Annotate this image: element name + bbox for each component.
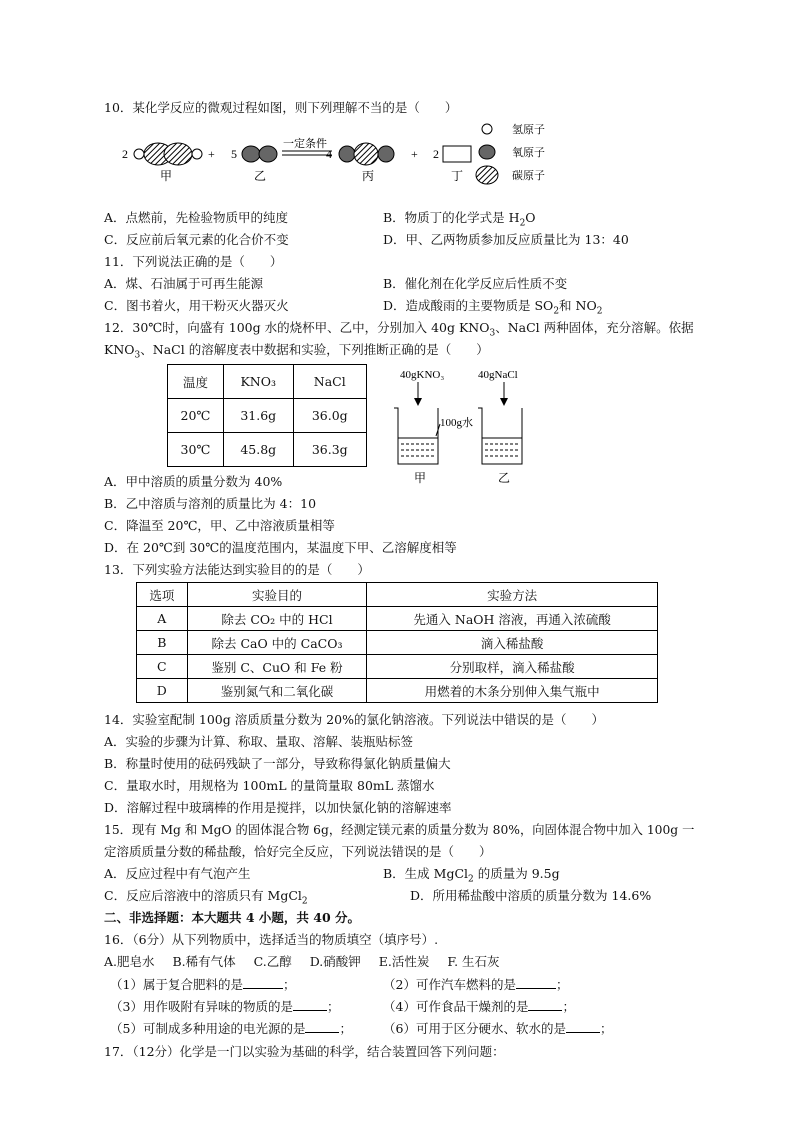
q15-option-d: D．所用稀盐酸中溶质的质量分数为 14.6% — [410, 888, 652, 903]
plus-2: + — [411, 147, 418, 161]
q12-beaker-diagram — [390, 366, 540, 486]
q11-d-sub2: 2 — [596, 306, 603, 317]
molecule-yi — [242, 146, 277, 162]
q12-header-cell: 温度 — [168, 365, 224, 399]
table-cell: 除去 CaO 中的 CaCO₃ — [187, 631, 367, 655]
q16-choice: E.活性炭 — [378, 954, 430, 969]
q10-b-post: O — [525, 210, 536, 225]
legend-h: 氢原子 — [512, 124, 545, 136]
table-cell: 31.6g — [223, 399, 293, 433]
coef-c: 4 — [326, 147, 332, 161]
q11-option-c: C．图书着火，用干粉灭火器灭火 — [104, 298, 289, 313]
answer-blank[interactable] — [293, 998, 327, 1011]
q14-stem: 14．实验室配制 100g 溶质质量分数为 20%的氯化钠溶液。下列说法中错误的是（ ） — [104, 712, 604, 727]
table-cell: 36.3g — [293, 433, 366, 467]
q11-option-a: A．煤、石油属于可再生能源 — [104, 276, 264, 291]
legend — [476, 122, 545, 184]
q15-b-post: 的质量为 9.5g — [473, 866, 560, 881]
label-yi: 乙 — [254, 169, 267, 183]
table-cell: 分别取样，滴入稀盐酸 — [367, 655, 658, 679]
arrow-nacl-head — [500, 398, 508, 406]
table-cell: 先通入 NaOH 溶液，再通入浓硫酸 — [367, 607, 658, 631]
table-cell: 20℃ — [168, 399, 224, 433]
answer-blank[interactable] — [243, 976, 283, 989]
q10-option-a: A．点燃前，先检验物质甲的纯度 — [104, 210, 289, 225]
coef-b: 5 — [231, 147, 237, 161]
q10-b-sub: 2 — [519, 218, 526, 229]
q13-header-cell: 实验目的 — [187, 583, 367, 607]
q10-option-d: D．甲、乙两物质参加反应质量比为 13：40 — [383, 232, 629, 247]
q15-option-a: A．反应过程中有气泡产生 — [104, 866, 251, 881]
table-row — [137, 583, 658, 607]
q16-blank-1-text: （1）属于复合肥料的是 — [110, 977, 243, 992]
q16-choice: D.硝酸钾 — [309, 954, 361, 969]
q16-choice: F. 生石灰 — [447, 954, 500, 969]
q15-b-text: B．生成 MgCl — [383, 866, 469, 881]
answer-blank[interactable] — [566, 1020, 600, 1033]
q12-header-cell: NaCl — [293, 365, 366, 399]
table-cell: 鉴别氮气和二氧化碳 — [187, 679, 367, 703]
table-row — [137, 631, 658, 655]
molecule-bing — [339, 143, 394, 165]
q12-option-c: C．降温至 20℃，甲、乙中溶液质量相等 — [104, 518, 335, 533]
separator: ； — [282, 977, 296, 992]
label-jia: 甲 — [160, 169, 173, 183]
q13-header-cell: 选项 — [137, 583, 188, 607]
table-cell: A — [137, 607, 188, 631]
answer-blank[interactable] — [516, 976, 556, 989]
q16-blank-2 — [383, 976, 568, 993]
table-row — [137, 607, 658, 631]
beaker-jia-dashes — [401, 444, 436, 456]
table-cell: 36.0g — [293, 399, 366, 433]
legend-h-swatch — [482, 124, 492, 134]
answer-blank[interactable] — [305, 1020, 339, 1033]
q12-stem1-sub: 3 — [489, 328, 496, 339]
beaker-name-yi: 乙 — [498, 471, 511, 485]
table-row — [137, 679, 658, 703]
q12-solubility-table — [167, 364, 367, 467]
q12-option-d: D．在 20℃到 30℃的温度范围内，某温度下甲、乙溶解度相等 — [104, 540, 457, 555]
q15-b-sub: 2 — [468, 874, 474, 885]
q15-c-sub: 2 — [301, 896, 308, 907]
q12-header-cell: KNO₃ — [223, 365, 293, 399]
q16-blank-4-text: （4）可作食品干燥剂的是 — [383, 999, 529, 1014]
q16-blank-3 — [110, 998, 339, 1015]
q11-option-d — [383, 298, 603, 317]
q13-method-table — [136, 582, 658, 703]
q16-choice: B.稀有气体 — [172, 954, 236, 969]
q11-d-mid: 和 NO — [559, 298, 597, 313]
q16-blank-5 — [110, 1020, 352, 1037]
q16-blank-5-text: （5）可制成多种用途的电光源的是 — [110, 1021, 306, 1036]
q16-stem: 16．（6分）从下列物质中，选择适当的物质填空（填序号）. — [104, 932, 439, 947]
q10-stem: 10．某化学反应的微观过程如图，则下列理解不当的是（ ） — [104, 100, 458, 115]
label-ding: 丁 — [451, 169, 464, 183]
table-cell: 45.8g — [223, 433, 293, 467]
q16-blank-1 — [110, 976, 295, 993]
q12-stem2-sub: 3 — [134, 350, 141, 361]
q10-reaction-diagram — [120, 120, 590, 190]
q14-option-b: B．称量时使用的砝码残缺了一部分，导致称得氯化钠质量偏大 — [104, 756, 451, 771]
q14-option-c: C．量取水时，用规格为 100mL 的量筒量取 80mL 蒸馏水 — [104, 778, 435, 793]
table-cell: C — [137, 655, 188, 679]
table-cell: 鉴别 C、CuO 和 Fe 粉 — [187, 655, 367, 679]
q14-option-d: D．溶解过程中玻璃棒的作用是搅拌，以加快氯化钠的溶解速率 — [104, 800, 452, 815]
beaker-name-jia: 甲 — [414, 471, 427, 485]
separator: ； — [555, 977, 569, 992]
q10-option-c: C．反应前后氧元素的化合价不变 — [104, 232, 289, 247]
q11-stem: 11．下列说法正确的是（ ） — [104, 254, 283, 269]
label-bing: 丙 — [362, 169, 375, 183]
q16-blank-6 — [383, 1020, 612, 1037]
q16-choice: A.肥皂水 — [104, 954, 155, 969]
separator: ； — [326, 999, 340, 1014]
plus-1: + — [208, 147, 215, 161]
beaker-label-nacl: 40gNaCl — [478, 369, 518, 381]
separator: ； — [339, 1021, 352, 1036]
table-cell: 除去 CO₂ 中的 HCl — [187, 607, 367, 631]
legend-c-swatch — [476, 166, 498, 184]
legend-c: 碳原子 — [512, 170, 545, 182]
table-row — [168, 433, 367, 467]
beaker-label-kno3: 40gKNO₃ — [400, 369, 445, 381]
coef-d: 2 — [433, 147, 439, 161]
legend-o-swatch — [479, 145, 495, 159]
reaction-condition: 一定条件 — [283, 138, 327, 150]
q15-c-text: C．反应后溶液中的溶质只有 MgCl — [104, 888, 302, 903]
table-cell: D — [137, 679, 188, 703]
table-cell: B — [137, 631, 188, 655]
q11-option-b: B．催化剂在化学反应后性质不变 — [383, 276, 568, 291]
q16-blank-4 — [383, 998, 575, 1015]
q14-option-a: A．实验的步骤为计算、称取、量取、溶解、装瓶贴标签 — [104, 734, 414, 749]
table-row — [168, 399, 367, 433]
q16-blank-3-text: （3）用作吸附有异味的物质的是 — [110, 999, 293, 1014]
arrow-kno3-head — [414, 398, 422, 406]
q13-stem: 13．下列实验方法能达到实验目的的是（ ） — [104, 562, 370, 577]
q16-choices — [104, 954, 500, 970]
molecule-jia — [134, 143, 202, 165]
table-row — [168, 365, 367, 399]
q11-d-sub1: 2 — [553, 306, 560, 317]
q12-stem-line2 — [104, 342, 489, 361]
q15-option-c — [104, 888, 308, 907]
q15-stem-line2: 定溶质质量分数的稀盐酸，恰好完全反应，下列说法错误的是（ ） — [104, 844, 492, 859]
q15-option-b — [383, 866, 560, 885]
table-cell: 30℃ — [168, 433, 224, 467]
q11-d-text: D．造成酸雨的主要物质是 SO — [383, 298, 554, 313]
q10-b-text: B．物质丁的化学式是 H — [383, 210, 520, 225]
q12-stem2-pre: KNO — [104, 342, 135, 357]
separator: ； — [599, 1021, 613, 1036]
table-cell: 用燃着的木条分别伸入集气瓶中 — [367, 679, 658, 703]
q16-choice: C.乙醇 — [253, 954, 292, 969]
q12-stem1-pre: 12．30℃时，向盛有 100g 水的烧杯甲、乙中，分别加入 40g KNO — [104, 320, 490, 335]
q17-stem: 17．（12分）化学是一门以实验为基础的科学，结合装置回答下列问题： — [104, 1044, 505, 1059]
q15-stem-line1: 15．现有 Mg 和 MgO 的固体混合物 6g，经测定镁元素的质量分数为 80%，向固体混合物中加入 100g 一 — [104, 823, 695, 837]
answer-blank[interactable] — [528, 998, 562, 1011]
molecule-ding-box — [443, 146, 471, 162]
q10-option-b — [383, 210, 536, 229]
q12-option-a: A．甲中溶质的质量分数为 40% — [104, 474, 283, 489]
q16-blank-2-text: （2）可作汽车燃料的是 — [383, 977, 516, 992]
q16-blank-6-text: （6）可用于区分硬水、软水的是 — [383, 1021, 566, 1036]
q12-stem-line1 — [104, 320, 694, 339]
q13-header-cell: 实验方法 — [367, 583, 658, 607]
coef-a: 2 — [122, 147, 128, 161]
table-row — [137, 655, 658, 679]
water-label: 100g水 — [440, 417, 473, 429]
separator: ； — [562, 999, 575, 1014]
q12-option-b: B．乙中溶质与溶剂的质量比为 4：10 — [104, 496, 317, 511]
q12-stem2-post: 、NaCl 的溶解度表中数据和实验，下列推断正确的是（ ） — [140, 342, 489, 357]
legend-o: 氧原子 — [512, 147, 545, 159]
table-cell: 滴入稀盐酸 — [367, 631, 658, 655]
section-heading: 二、非选择题：本大题共 4 小题，共 40 分。 — [104, 910, 361, 925]
beaker-yi-dashes — [485, 444, 520, 456]
q12-stem1-post: 、NaCl 两种固体，充分溶解。依据 — [495, 320, 694, 335]
